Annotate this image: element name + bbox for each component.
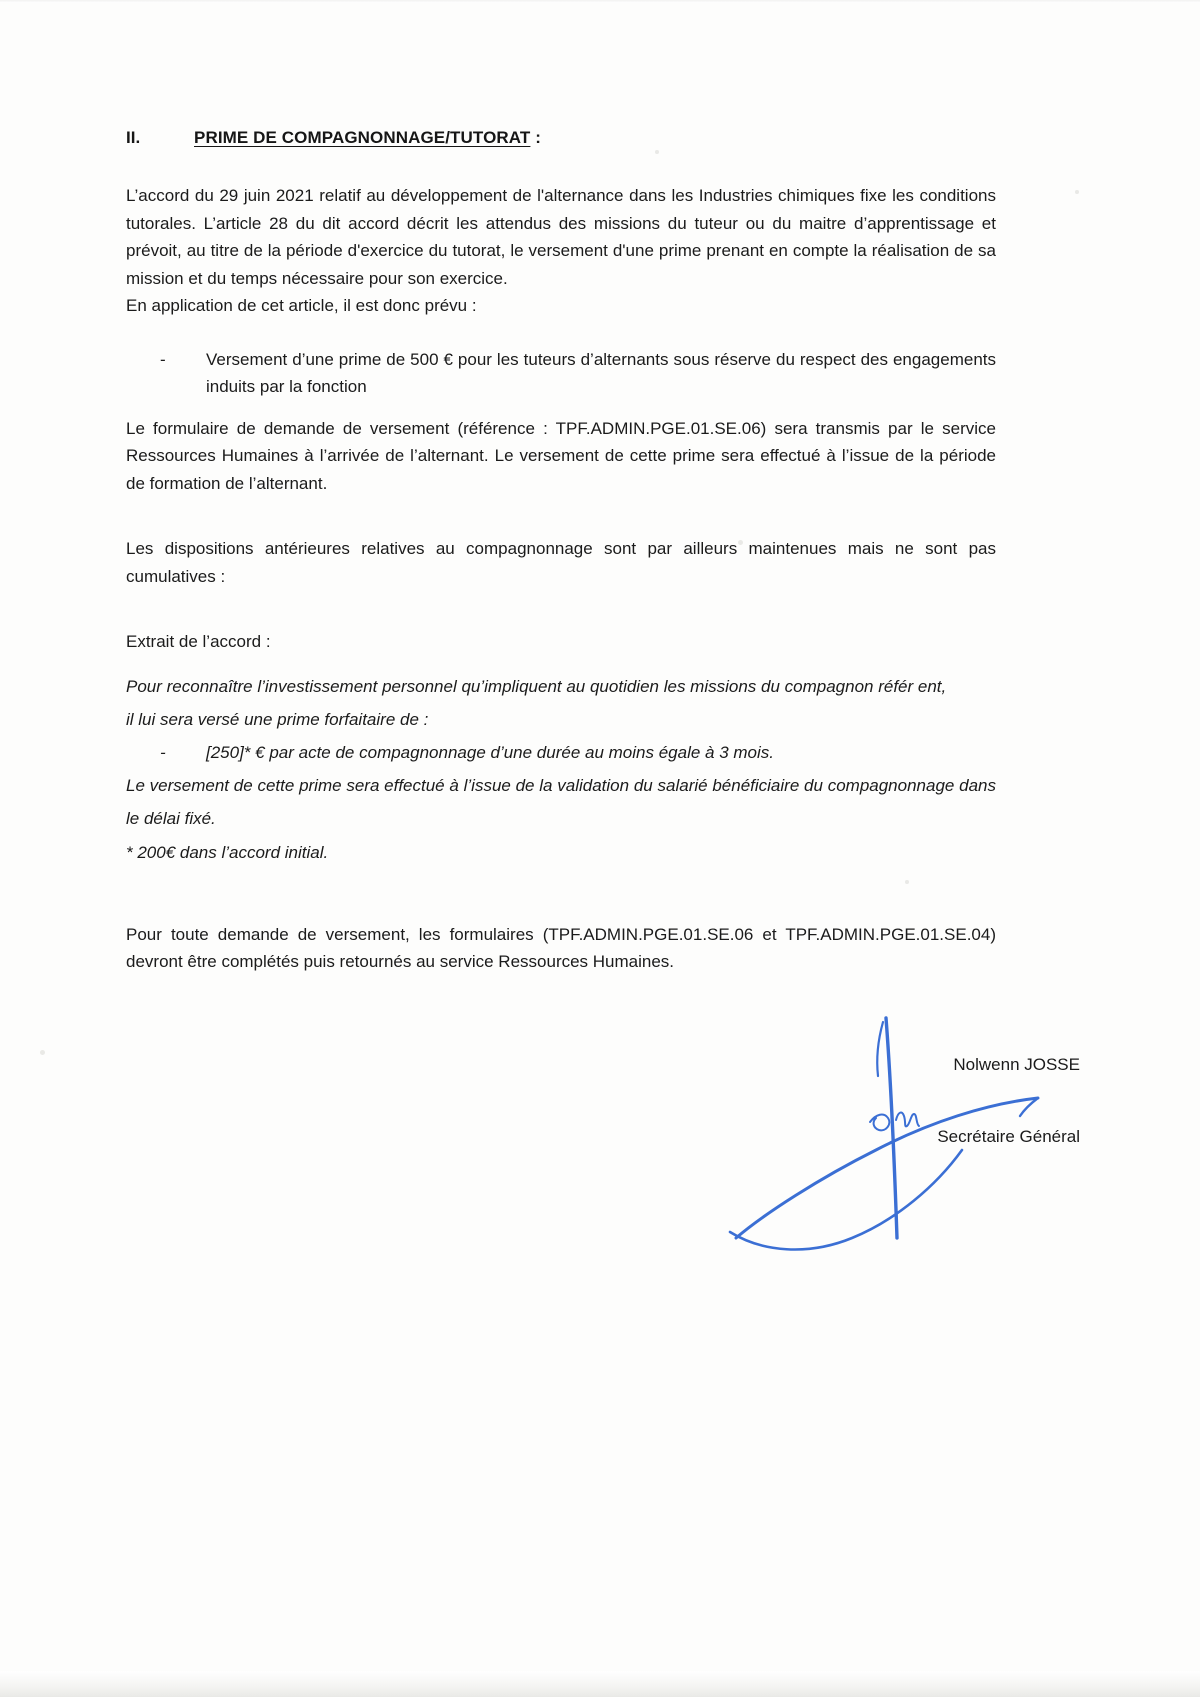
prime-bullet-list (126, 346, 996, 401)
list-item (160, 736, 996, 769)
excerpt-footnote: * 200€ dans l’accord initial. (126, 842, 329, 862)
section-number: II. (126, 128, 141, 147)
scan-bottom-edge (0, 1671, 1200, 1697)
section-heading (126, 128, 996, 148)
bullet-dash-icon: - (160, 349, 166, 369)
scan-speck (1075, 190, 1079, 194)
bullet-dash-icon: - (160, 743, 166, 763)
excerpt-line-1: Pour reconnaître l’investissement personnel qu’impliquent au quotidien les missions du compagnon référ ent, (126, 676, 947, 696)
paragraph-extrait-label: Extrait de l’accord : (126, 632, 271, 652)
paragraph-closing: Pour toute demande de versement, les formulaires (TPF.ADMIN.PGE.01.SE.06 et TPF.ADMIN.PGE.01.SE.04) devront être complétés puis retournés au service Ressources Humaines. (126, 924, 996, 972)
scan-top-edge (0, 0, 1200, 3)
excerpt-bullet-list (126, 736, 996, 769)
list-item (160, 346, 996, 401)
signatory-name: Nolwenn JOSSE (953, 1055, 1080, 1074)
section-title-suffix: : (530, 128, 541, 147)
section-title-text: PRIME DE COMPAGNONNAGE/TUTORAT (194, 128, 531, 147)
page-title (194, 128, 541, 148)
paragraph-intro: L’accord du 29 juin 2021 relatif au développement de l'alternance dans les Industries chimiques fixe les conditions tutorales. L’article 28 du dit accord décrit les attendus des missions du tuteur ou du maitre d’apprentissage et prévoit, au titre de la période d'exercice du tutorat, le versement d'une prime prenant en compte la réalisation de sa mission et du temps nécessaire pour son exercice. (126, 186, 996, 288)
excerpt-line-2: il lui sera versé une prime forfaitaire de : (126, 710, 429, 730)
scan-speck (40, 1050, 45, 1055)
list-item-label: Versement d’une prime de 500 € pour les tuteurs d’alternants sous réserve du respect des engagements induits par la fonction (206, 349, 996, 397)
accord-excerpt-block (126, 670, 996, 869)
signatory-role: Secrétaire Général (937, 1127, 1080, 1146)
excerpt-line-3: Le versement de cette prime sera effectué à l’issue de la validation du salarié bénéficiaire du compagnonnage dans le délai fixé. (126, 776, 996, 829)
signature-block (660, 1055, 1080, 1147)
paragraph-formulaire: Le formulaire de demande de versement (référence : TPF.ADMIN.PGE.01.SE.06) sera transmis par le service Ressources Humaines à l’arrivée de l’alternant. Le versement de cette prime sera effectué à l’issue de la période de formation de l’alternant. (126, 418, 996, 493)
paragraph-dispositions: Les dispositions antérieures relatives au compagnonnage sont par ailleurs maintenues mais ne sont pas cumulatives : (126, 539, 996, 586)
list-item-label: [250]* € par acte de compagnonnage d’une durée au moins égale à 3 mois. (206, 743, 775, 763)
document-body (126, 128, 996, 976)
paragraph-application: En application de cet article, il est donc prévu : (126, 296, 477, 316)
